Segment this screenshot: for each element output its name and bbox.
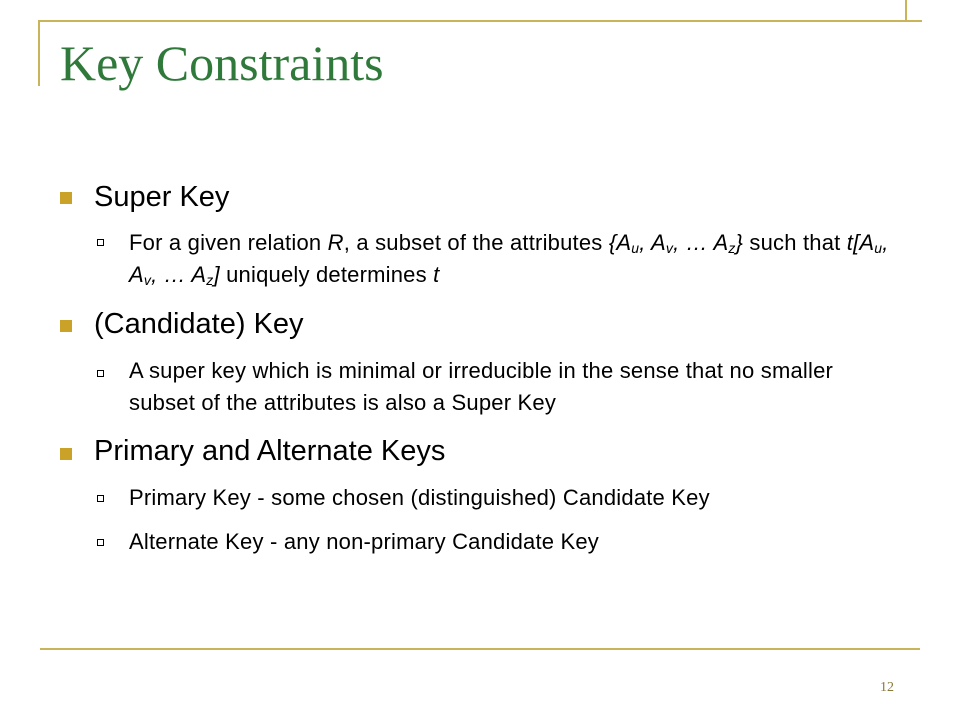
decorative-bottom-rule bbox=[40, 648, 920, 650]
bullet-hollow-square-icon bbox=[97, 495, 104, 502]
candidate-key-definition: A super key which is minimal or irreducible in the sense that no smaller subset of the attributes is also a Super Key bbox=[129, 358, 834, 415]
bullet-hollow-square-icon bbox=[97, 370, 104, 377]
alternate-key-definition: Alternate Key - any non-primary Candidate Key bbox=[129, 529, 600, 554]
bullet-square-icon bbox=[60, 320, 72, 332]
decorative-top-rule bbox=[38, 20, 922, 22]
section-heading-primary-alternate: Primary and Alternate Keys bbox=[94, 435, 446, 467]
bullet-square-icon bbox=[60, 192, 72, 204]
primary-key-definition: Primary Key - some chosen (distinguished) Candidate Key bbox=[129, 485, 710, 510]
super-key-definition: For a given relation R, a subset of the attributes {$A_u$, $A_v$, … $A_z$} such that $t[A_u$, $A_v$, … $A_z$] uniquely determines t bbox=[129, 230, 889, 288]
slide-title: Key Constraints bbox=[60, 35, 384, 91]
page-number: 12 bbox=[880, 680, 894, 695]
section-heading-candidate-key: (Candidate) Key bbox=[94, 308, 304, 340]
bullet-hollow-square-icon bbox=[97, 239, 104, 246]
section-heading-super-key: Super Key bbox=[94, 181, 230, 213]
decorative-left-rule bbox=[38, 20, 40, 86]
bullet-square-icon bbox=[60, 448, 72, 460]
decorative-right-rule bbox=[905, 0, 907, 22]
bullet-hollow-square-icon bbox=[97, 539, 104, 546]
